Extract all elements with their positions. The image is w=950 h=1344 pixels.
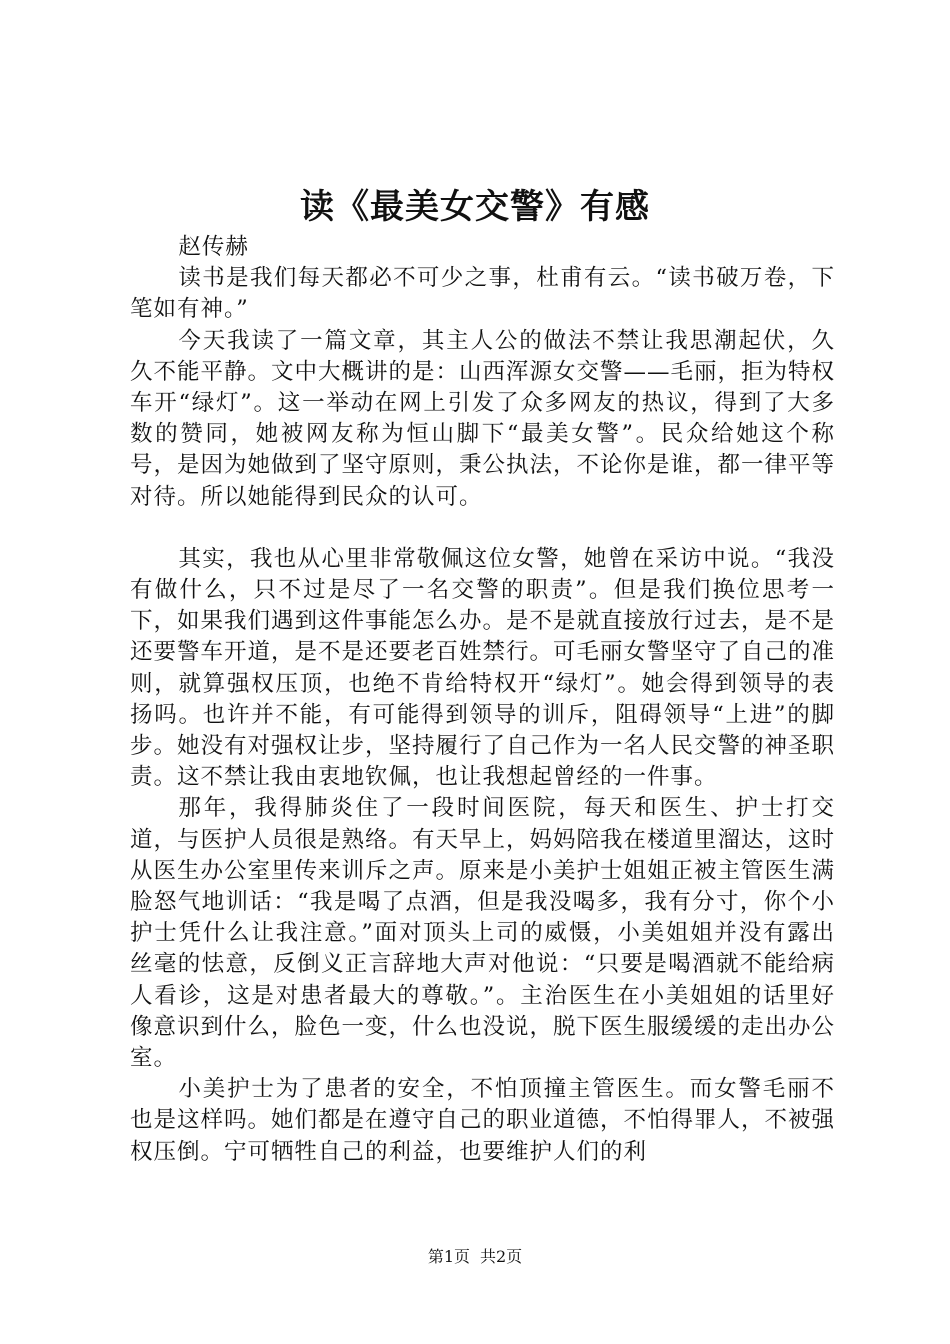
page-number-current: 第1页 xyxy=(427,1247,470,1266)
paragraph-4: 那年，我得肺炎住了一段时间医院，每天和医生、护士打交道，与医护人员很是熟络。有天早上，妈妈陪我在楼道里溜达，这时从医生办公室里传来训斥之声。原来是小美护士姐姐正被主管医生满脸怒气地训话：“我是喝了点酒，但是我没喝多，我有分寸，你个小护士凭什么让我注意。”面对顶头上司的威慑，小美姐姐并没有露出丝毫的怯意，反倒义正言辞地大声对他说：“只要是喝酒就不能给病人看诊，这是对患者最大的尊敬。”。主治医生在小美姐姐的话里好像意识到什么，脸色一变，什么也没说，脱下医生服缓缓的走出办公室。 xyxy=(130,795,836,1072)
author-line: 赵传赫 xyxy=(178,234,249,260)
paragraph-2: 今天我读了一篇文章，其主人公的做法不禁让我思潮起伏，久久不能平静。文中大概讲的是：山西浑源女交警——毛丽，拒为特权车开“绿灯”。这一举动在网上引发了众多网友的热议，得到了大多数的赞同，她被网友称为恒山脚下“最美女警”。民众给她这个称号，是因为她做到了坚守原则，秉公执法，不论你是谁，都一律平等对待。所以她能得到民众的认可。 xyxy=(130,327,836,510)
paragraph-1: 读书是我们每天都必不可少之事，杜甫有云。“读书破万卷，下笔如有神。” xyxy=(130,265,835,323)
document-body xyxy=(130,232,835,1168)
page-footer xyxy=(0,1246,950,1268)
document-title: 读《最美女交警》有感 xyxy=(300,187,650,227)
paragraph-5: 小美护士为了患者的安全，不怕顶撞主管医生。而女警毛丽不也是这样吗。她们都是在遵守自己的职业道德，不怕得罪人，不被强权压倒。宁可牺牲自己的利益，也要维护人们的利 xyxy=(130,1076,836,1165)
page-number-total: 共2页 xyxy=(480,1247,523,1266)
paragraph-3: 其实，我也从心里非常敬佩这位女警，她曾在采访中说。“我没有做什么，只不过是尽了一名交警的职责”。但是我们换位思考一下，如果我们遇到这件事能怎么办。是不是就直接放行过去，是不是还要警车开道，是不是还要老百姓禁行。可毛丽女警坚守了自己的准则，就算强权压顶，也绝不肯给特权开“绿灯”。她会得到领导的表扬吗。也许并不能，有可能得到领导的训斥，阻碍领导“上进”的脚步。她没有对强权让步，坚持履行了自己作为一名人民交警的神圣职责。这不禁让我由衷地钦佩，也让我想起曾经的一件事。 xyxy=(130,545,836,791)
